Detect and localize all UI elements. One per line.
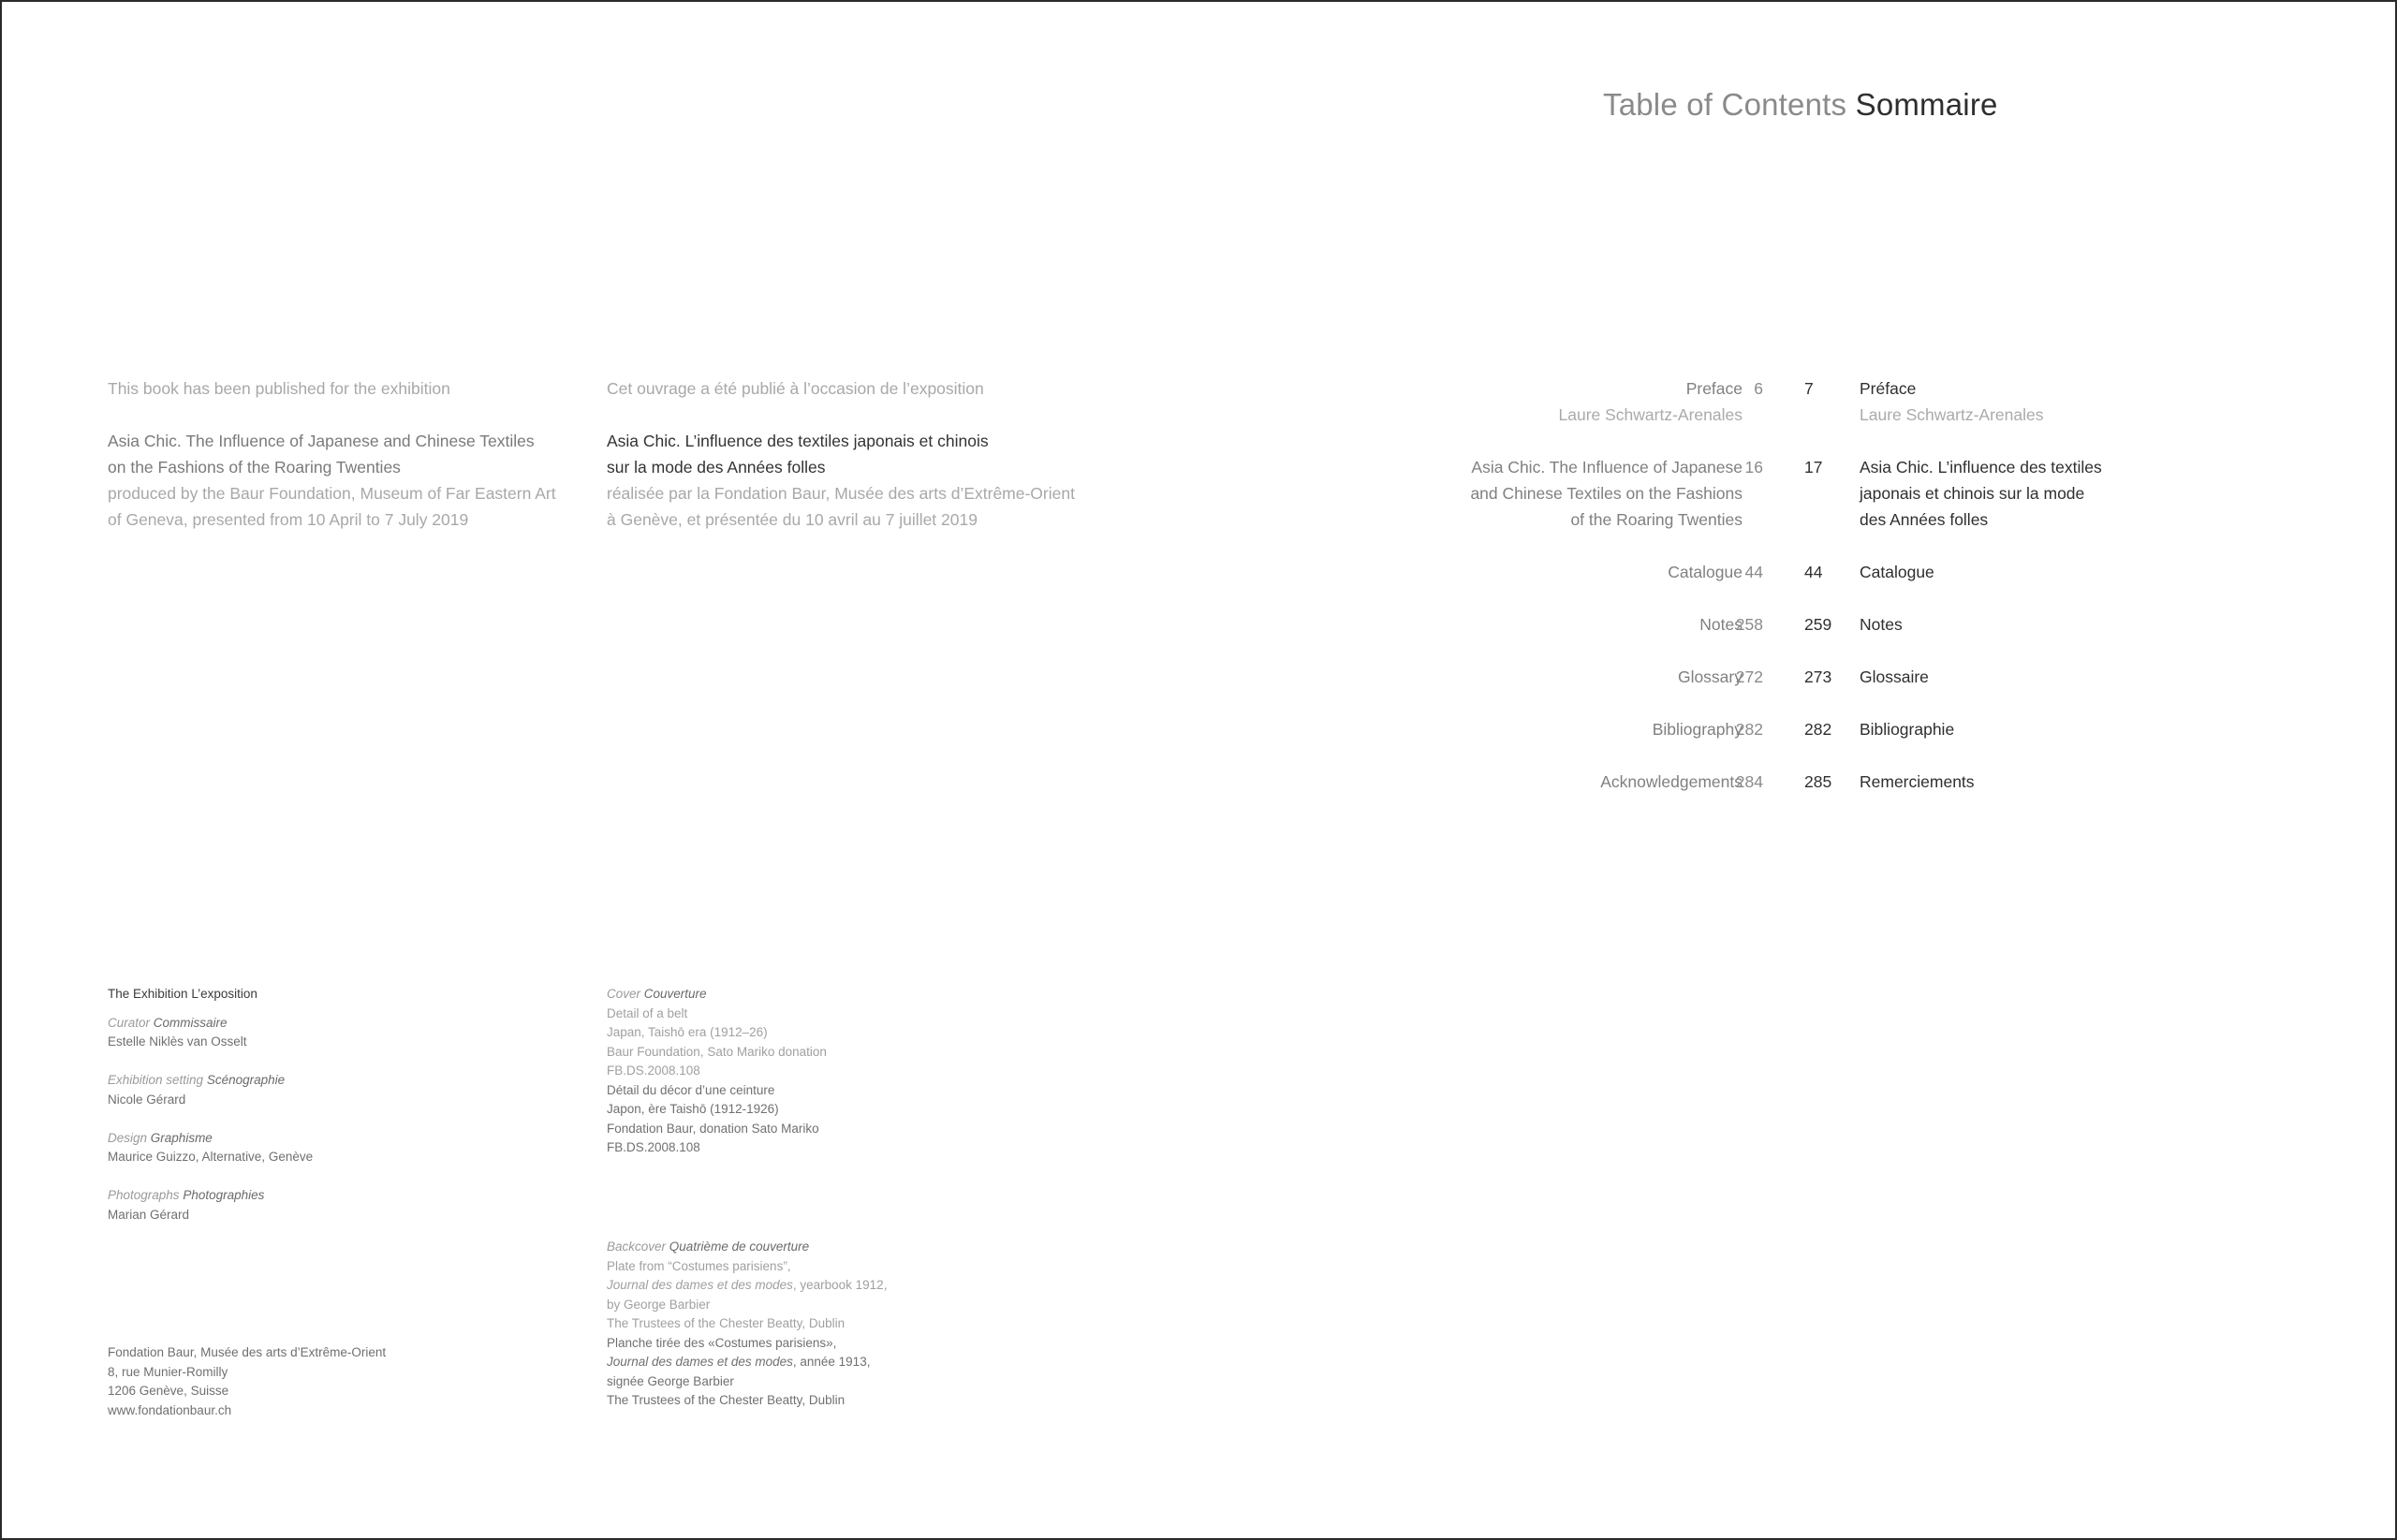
publication-produced-fr-line: à Genève, et présentée du 10 avril au 7 juillet 2019 xyxy=(607,510,978,529)
credit-name: Nicole Gérard xyxy=(108,1092,186,1107)
exhibition-heading xyxy=(108,985,313,1005)
cover-caption-fr-line: FB.DS.2008.108 xyxy=(607,1140,700,1154)
credit-role-fr: Commissaire xyxy=(153,1015,228,1030)
credit-role-en: Photographs xyxy=(108,1188,180,1202)
credit-role-en: Exhibition setting xyxy=(108,1073,204,1087)
exhibition-heading-fr: L’exposition xyxy=(191,987,257,1001)
publication-title-fr-line: sur la mode des Années folles xyxy=(607,458,826,477)
publication-title-fr xyxy=(607,428,1094,480)
toc-entry-title-fr: Glossaire xyxy=(1860,667,1929,686)
toc-entry-title-en xyxy=(1559,375,1743,428)
toc-page-number-en: 44 xyxy=(1744,563,1763,581)
cover-caption-en-line: Japan, Taishō era (1912–26) xyxy=(607,1025,768,1039)
credit-role-en: Curator xyxy=(108,1015,151,1030)
toc-page-number-fr: 17 xyxy=(1804,458,1823,477)
credit-role-en: Design xyxy=(108,1130,148,1145)
toc-entry-asia-chic[interactable] xyxy=(1311,454,2154,533)
toc-entry-author-fr: Laure Schwartz-Arenales xyxy=(1860,405,2044,424)
backcover-caption-en-line: The Trustees of the Chester Beatty, Dublin xyxy=(607,1316,846,1330)
toc-page-number-en: 258 xyxy=(1735,615,1763,634)
publisher-address xyxy=(108,1343,386,1420)
publication-title-en xyxy=(108,428,595,480)
toc-entry-preface[interactable] xyxy=(1311,375,2154,428)
publication-produced-fr-line: réalisée par la Fondation Baur, Musée des arts d’Extrême-Orient xyxy=(607,484,1075,503)
page-title-fr: Sommaire xyxy=(1855,87,1998,122)
toc-page-number-fr: 282 xyxy=(1804,720,1832,739)
toc-entry-title-fr xyxy=(1860,454,2102,533)
backcover-caption-en-line: by George Barbier xyxy=(607,1297,711,1312)
toc-entry-title-fr: Notes xyxy=(1860,615,1903,634)
page-title xyxy=(1603,87,1998,123)
credit-design xyxy=(108,1129,313,1167)
toc-entry-bibliography[interactable] xyxy=(1311,716,2154,742)
address-line: 8, rue Munier-Romilly xyxy=(108,1364,228,1379)
cover-caption-fr-line: Détail du décor d’une ceinture xyxy=(607,1082,775,1097)
toc-entry-title-en: Acknowledgements xyxy=(1600,772,1743,791)
publication-produced-en-line: produced by the Baur Foundation, Museum of Far Eastern Art xyxy=(108,484,556,503)
toc-page-number-fr: 273 xyxy=(1804,667,1832,686)
toc-entry-acknowledgements[interactable] xyxy=(1311,769,2154,795)
toc-entry-author-en: Laure Schwartz-Arenales xyxy=(1558,405,1743,424)
publication-produced-en xyxy=(108,480,595,533)
cover-credits xyxy=(607,985,827,1158)
toc-entry-title-en: Glossary xyxy=(1677,667,1743,686)
toc-entry-glossary[interactable] xyxy=(1311,664,2154,690)
toc-entry-title-fr: Catalogue xyxy=(1860,563,1934,581)
toc-entry-title-en-line: and Chinese Textiles on the Fashions xyxy=(1470,484,1743,503)
toc-entry-catalogue[interactable] xyxy=(1311,559,2154,585)
credit-name: Estelle Niklès van Osselt xyxy=(108,1034,247,1049)
publication-intro-fr: Cet ouvrage a été publié à l’occasion de l’exposition xyxy=(607,379,984,398)
toc-page-number-fr: 44 xyxy=(1804,563,1823,581)
backcover-caption-fr-line xyxy=(607,1353,887,1372)
publication-produced-en-line: of Geneva, presented from 10 April to 7 July 2019 xyxy=(108,510,469,529)
credit-curator xyxy=(108,1014,313,1052)
cover-caption-en-line: FB.DS.2008.108 xyxy=(607,1063,700,1078)
backcover-caption-fr-line: The Trustees of the Chester Beatty, Dublin xyxy=(607,1393,846,1407)
toc-page-number-en: 272 xyxy=(1735,667,1763,686)
backcover-caption-fr-line: signée George Barbier xyxy=(607,1373,734,1388)
publication-title-en-line: on the Fashions of the Roaring Twenties xyxy=(108,458,401,477)
journal-title: Journal des dames et des modes xyxy=(607,1355,793,1369)
exhibition-credits xyxy=(108,985,313,1244)
cover-caption-fr-line: Fondation Baur, donation Sato Mariko xyxy=(607,1121,819,1136)
backcover-caption-fr-line: Planche tirée des «Costumes parisiens», xyxy=(607,1335,837,1350)
backcover-credits xyxy=(607,1238,887,1411)
toc-entry-title-fr-line: Préface xyxy=(1860,379,1917,398)
cover-caption-en-line: Detail of a belt xyxy=(607,1005,688,1020)
toc-page-number-fr: 7 xyxy=(1804,379,1814,398)
toc-entry-title-en-line: of the Roaring Twenties xyxy=(1570,510,1743,529)
backcover-caption-text: , année 1913, xyxy=(792,1355,871,1369)
toc-entry-title-fr xyxy=(1860,375,2043,428)
toc-entry-title-en: Notes xyxy=(1699,615,1743,634)
toc-page-number-fr: 259 xyxy=(1804,615,1832,634)
credit-role-fr: Graphisme xyxy=(150,1130,213,1145)
cover-label-en: Cover xyxy=(607,987,641,1001)
toc-entry-title-fr-line: japonais et chinois sur la mode xyxy=(1860,484,2085,503)
credit-photographs xyxy=(108,1186,313,1225)
cover-label-fr: Couverture xyxy=(643,987,707,1001)
toc-page-number-fr: 285 xyxy=(1804,772,1832,791)
journal-title: Journal des dames et des modes xyxy=(607,1278,793,1292)
publication-intro-en: This book has been published for the exhibition xyxy=(108,379,450,398)
website-link[interactable]: www.fondationbaur.ch xyxy=(108,1402,232,1417)
backcover-caption-en-line xyxy=(607,1276,887,1296)
backcover-label-fr: Quatrième de couverture xyxy=(669,1239,810,1254)
publication-title-fr-line: Asia Chic. L’influence des textiles japonais et chinois xyxy=(607,432,989,450)
cover-caption-fr-line: Japon, ère Taishō (1912-1926) xyxy=(607,1102,779,1116)
toc-entry-title-en xyxy=(1470,454,1743,533)
backcover-label-en: Backcover xyxy=(607,1239,667,1254)
toc-entry-title-en: Catalogue xyxy=(1668,563,1743,581)
toc-entry-notes[interactable] xyxy=(1311,611,2154,638)
toc-entry-title-en-line: Preface xyxy=(1685,379,1743,398)
page-title-en: Table of Contents xyxy=(1603,87,1847,122)
backcover-caption-en-line: Plate from “Costumes parisiens”, xyxy=(607,1258,791,1273)
toc-page-number-en: 282 xyxy=(1735,720,1763,739)
credit-exhibition-setting xyxy=(108,1071,313,1109)
backcover-caption-text: , yearbook 1912, xyxy=(792,1278,888,1292)
exhibition-heading-en: The Exhibition xyxy=(108,987,188,1001)
address-line: 1206 Genève, Suisse xyxy=(108,1384,229,1398)
toc-page-number-en: 16 xyxy=(1744,458,1763,477)
publication-title-en-line: Asia Chic. The Influence of Japanese and Chinese Textiles xyxy=(108,432,535,450)
toc-entry-title-fr: Bibliographie xyxy=(1860,720,1955,739)
credit-name: Maurice Guizzo, Alternative, Genève xyxy=(108,1150,314,1164)
credit-role-fr: Photographies xyxy=(183,1188,265,1202)
toc-entry-title-en-line: Asia Chic. The Influence of Japanese xyxy=(1471,458,1743,477)
toc-page-number-en: 284 xyxy=(1735,772,1763,791)
toc-entry-title-en: Bibliography xyxy=(1652,720,1743,739)
toc-entry-title-fr-line: des Années folles xyxy=(1860,510,1989,529)
toc-page-number-en: 6 xyxy=(1754,379,1763,398)
toc-entry-title-fr: Remerciements xyxy=(1860,772,1975,791)
credit-role-fr: Scénographie xyxy=(206,1073,286,1087)
publication-produced-fr xyxy=(607,480,1094,533)
address-line: Fondation Baur, Musée des arts d’Extrême-Orient xyxy=(108,1345,387,1359)
toc-entry-title-fr-line: Asia Chic. L’influence des textiles xyxy=(1860,458,2102,477)
cover-caption-en-line: Baur Foundation, Sato Mariko donation xyxy=(607,1044,827,1059)
credit-name: Marian Gérard xyxy=(108,1207,190,1222)
